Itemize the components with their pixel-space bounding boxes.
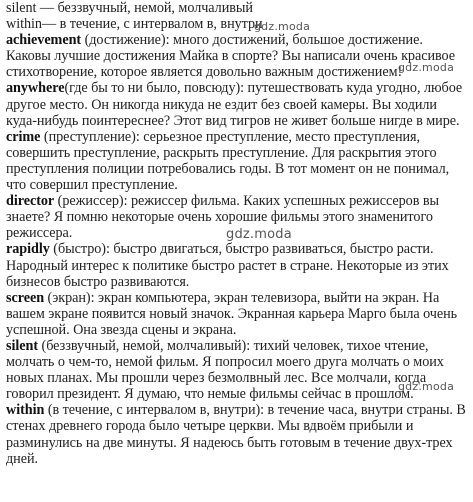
entry-text: (экран): экран компьютера, экран телевизора, выйти на экран. На вашем экране появится новый значок. Экранная карьера Марго была очень успешной. Она звезда сцены и экрана.	[6, 289, 458, 338]
entry-text: silent — беззвучный, немой, молчаливый	[6, 0, 253, 16]
entry-anywhere	[6, 80, 468, 128]
vocab-line-within	[6, 16, 468, 32]
entry-text: (быстро): быстро двигаться, быстро развиваться, быстро расти. Народный интерес к политике быстро растет в стране. Некоторые из этих бизнесов быстро развиваются.	[6, 241, 449, 290]
vocab-line-silent	[6, 0, 468, 16]
entry-text: (где бы то ни было, повсюду): путешествовать куда угодно, любое другое место. Он никогда никуда не ездит без своей камеры. Вы ходили куда-нибудь поинтереснее? Этот вид тигров не живет больше нигде в мире.	[6, 80, 463, 129]
entry-term: screen	[6, 289, 45, 306]
entry-term: director	[6, 193, 55, 210]
entry-term: silent	[6, 337, 39, 354]
entry-rapidly	[6, 241, 468, 289]
entry-text: within— в течение, с интервалом в, внутри	[6, 16, 263, 33]
entry-term: within	[6, 402, 45, 419]
entry-term: achievement	[6, 32, 82, 49]
entry-term: anywhere	[6, 80, 65, 97]
entry-text: (преступление): серьезное преступление, место преступления, совершить преступление, раскрыть преступление. Для раскрытия этого преступления полиции потребовались годы. В тот момент он не понимал, что совершил преступление.	[6, 128, 450, 194]
watermark: gdz.moda	[254, 20, 311, 33]
entry-text: (достижение): много достижений, большое достижение. Каковы лучшие достижения Майка в спорте? Вы написали очень красивое стихотворение, которое является довольно важным достижением!	[6, 32, 456, 81]
entry-text: (в течение, с интервалом в, внутри): в течение часа, внутри страны. В стенах древнего города было четыре церкви. Мы вдвоём прибыли и разминулись на две минуты. Я надеюсь быть готовым в течение двух-трех дней.	[6, 402, 466, 467]
watermark: gdz.moda	[226, 227, 292, 242]
entry-text: (беззвучный, немой, молчаливый): тихий человек, тихое чтение, молчать о чем-то, немой фильм. Я попросил моего друга молчать о моих новых планах. Мы прошли через безмолвный лес. Все молчали, когда говорил президент. Я думаю, что немые фильмы сейчас в прошлом.	[6, 337, 444, 403]
entry-term: rapidly	[6, 241, 50, 258]
entry-within	[6, 402, 468, 466]
entry-crime	[6, 129, 468, 193]
entry-term: crime	[6, 128, 41, 145]
entry-screen	[6, 290, 468, 338]
watermark: gdz.moda	[398, 380, 455, 393]
entry-text: (режиссер): режиссер фильма. Каких успешных режиссеров вы знаете? Я помню некоторые очень хорошие фильмы этого знаменитого режиссера.	[6, 193, 439, 242]
watermark: gdz.moda	[398, 61, 455, 74]
